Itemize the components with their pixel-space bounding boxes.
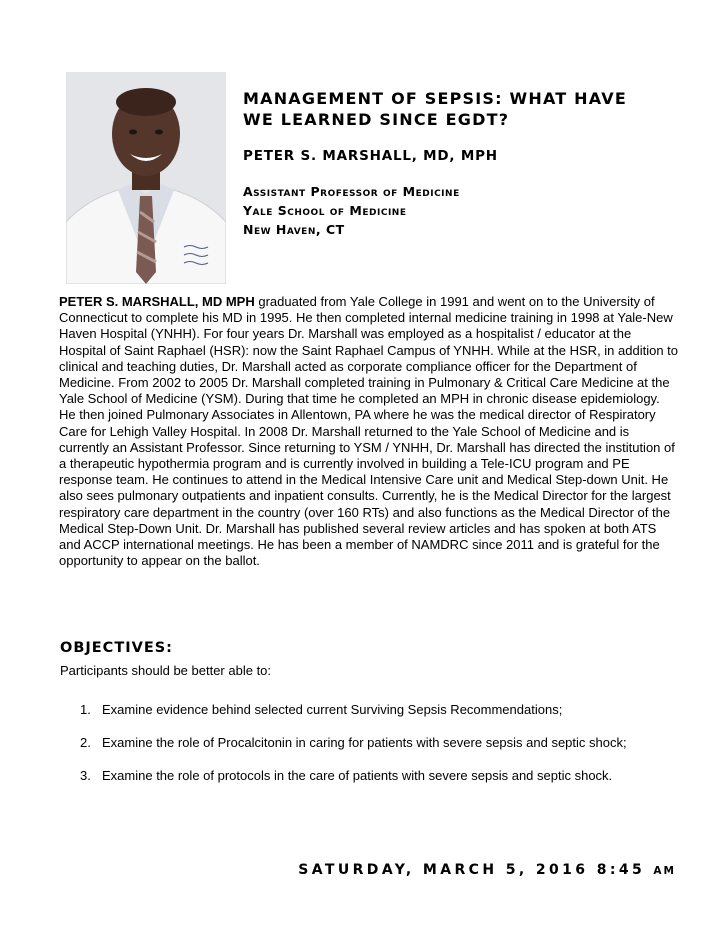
affiliation-position: Assistant Professor of Medicine bbox=[243, 184, 460, 199]
speaker-photo bbox=[66, 72, 226, 284]
objective-text: Examine evidence behind selected current Surviving Sepsis Recommendations; bbox=[102, 702, 563, 717]
objective-text: Examine the role of Procalcitonin in caring for patients with severe sepsis and septic shock; bbox=[102, 735, 627, 750]
speaker-affiliation bbox=[243, 182, 703, 239]
objective-item bbox=[80, 768, 700, 784]
title-line-2: WE LEARNED SINCE EGDT? bbox=[243, 110, 510, 129]
objective-item bbox=[80, 735, 700, 751]
session-date-text: SATURDAY, MARCH 5, 2016 8:45 bbox=[298, 862, 646, 878]
portrait-image bbox=[66, 72, 226, 284]
speaker-name: PETER S. MARSHALL, MD, MPH bbox=[243, 148, 498, 164]
objective-number: 3. bbox=[80, 768, 91, 783]
session-time-ampm: AM bbox=[653, 865, 676, 877]
objective-number: 1. bbox=[80, 702, 91, 717]
session-title bbox=[243, 88, 703, 130]
objectives-list bbox=[80, 702, 700, 801]
bio-name: PETER S. MARSHALL, MD MPH bbox=[59, 294, 255, 309]
speaker-bio bbox=[59, 294, 679, 569]
objectives-intro: Participants should be better able to: bbox=[60, 663, 272, 678]
title-line-1: MANAGEMENT OF SEPSIS: WHAT HAVE bbox=[243, 89, 627, 108]
objectives-heading: OBJECTIVES: bbox=[60, 640, 173, 656]
affiliation-institution: Yale School of Medicine bbox=[243, 203, 407, 218]
objective-item bbox=[80, 702, 700, 718]
affiliation-location: New Haven, CT bbox=[243, 222, 345, 237]
session-header bbox=[243, 88, 703, 239]
objective-number: 2. bbox=[80, 735, 91, 750]
session-date bbox=[298, 862, 676, 878]
bio-text: graduated from Yale College in 1991 and went on to the University of Connecticut to complete his MD in 1995. He then completed internal medicine training in 1998 at Yale-New Haven Hospital (YNHH). For four years Dr. Marshall was employed as a hospitalist / educator at the Hospital of Saint Raphael (HSR): now the Saint Raphael Campus of YNHH. While at the HSR, in addition to clinical and teaching duties, Dr. Marshall acted as corporate compliance officer for the Department of Medicine. From 2002 to 2005 Dr. Marshall completed training in Pulmonary & Critical Care Medicine at the Yale School of Medicine (YSM). During that time he completed an MPH in chronic disease epidemiology. He then joined Pulmonary Associates in Allentown, PA where he was the medical director of Respiratory Care for Lehigh Valley Hospital. In 2008 Dr. Marshall returned to the Yale School of Medicine and is currently an Assistant Professor. Since returning to YSM / YNHH, Dr. Marshall has directed the institution of a therapeutic hypothermia program and is currently involved in building a Tele-ICU program and PE response team. He continues to attend in the Medical Intensive Care unit and Medical Step-down Unit. He also sees pulmonary outpatients and inpatient consults. Currently, he is the Medical Director for the largest respiratory care department in the country (over 160 RTs) and also functions as the Medical Director of the Medical Step-Down Unit. Dr. Marshall has published several review articles and has spoken at both ATS and ACCP international meetings. He has been a member of NAMDRC since 2011 and is grateful for the opportunity to appear on the ballot. bbox=[59, 294, 679, 569]
objective-text: Examine the role of protocols in the care of patients with severe sepsis and septic shock. bbox=[102, 768, 613, 783]
